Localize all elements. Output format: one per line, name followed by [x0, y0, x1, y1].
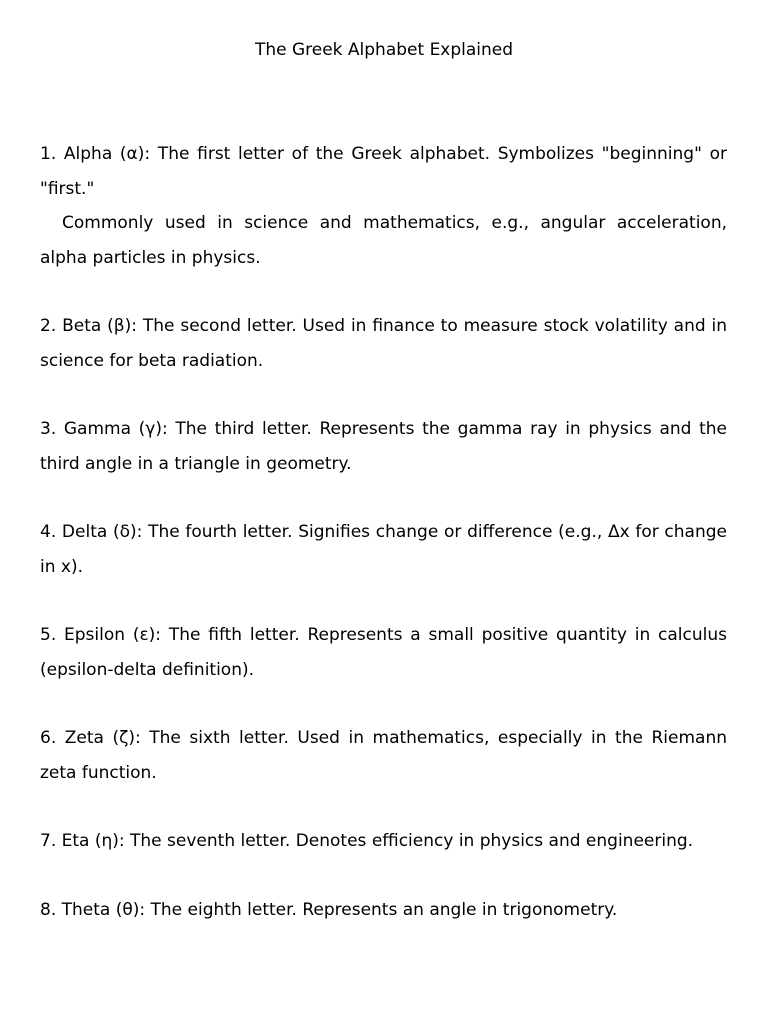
entry-epsilon — [40, 618, 727, 687]
entry-list — [40, 137, 727, 961]
entry-text: 7. Eta (η): The seventh letter. Denotes efficiency in physics and engineering. — [40, 831, 694, 851]
entry-text: 5. Epsilon (ε): The fifth letter. Represents a small positive quantity in calculus (epsilon-delta definition). — [40, 625, 727, 680]
entry-delta — [40, 515, 727, 584]
entry-text: 2. Beta (β): The second letter. Used in finance to measure stock volatility and in science for beta radiation. — [40, 316, 727, 371]
entry-text: 1. Alpha (α): The first letter of the Greek alphabet. Symbolizes "beginning" or "first." — [40, 144, 727, 199]
entry-alpha — [40, 137, 727, 275]
entry-text: 4. Delta (δ): The fourth letter. Signifies change or difference (e.g., Δx for change in x). — [40, 522, 727, 577]
entry-beta — [40, 309, 727, 378]
document-title: The Greek Alphabet Explained — [254, 40, 514, 60]
entry-text: 6. Zeta (ζ): The sixth letter. Used in mathematics, especially in the Riemann zeta function. — [40, 728, 727, 783]
entry-gamma — [40, 412, 727, 481]
entry-eta — [40, 824, 727, 859]
entry-text: 3. Gamma (γ): The third letter. Represents the gamma ray in physics and the third angle in a triangle in geometry. — [40, 419, 727, 474]
entry-continuation: Commonly used in science and mathematics, e.g., angular acceleration, alpha particles in physics. — [40, 213, 727, 268]
entry-text: 8. Theta (θ): The eighth letter. Represents an angle in trigonometry. — [40, 899, 618, 920]
entry-theta — [40, 893, 727, 928]
entry-zeta — [40, 721, 727, 790]
